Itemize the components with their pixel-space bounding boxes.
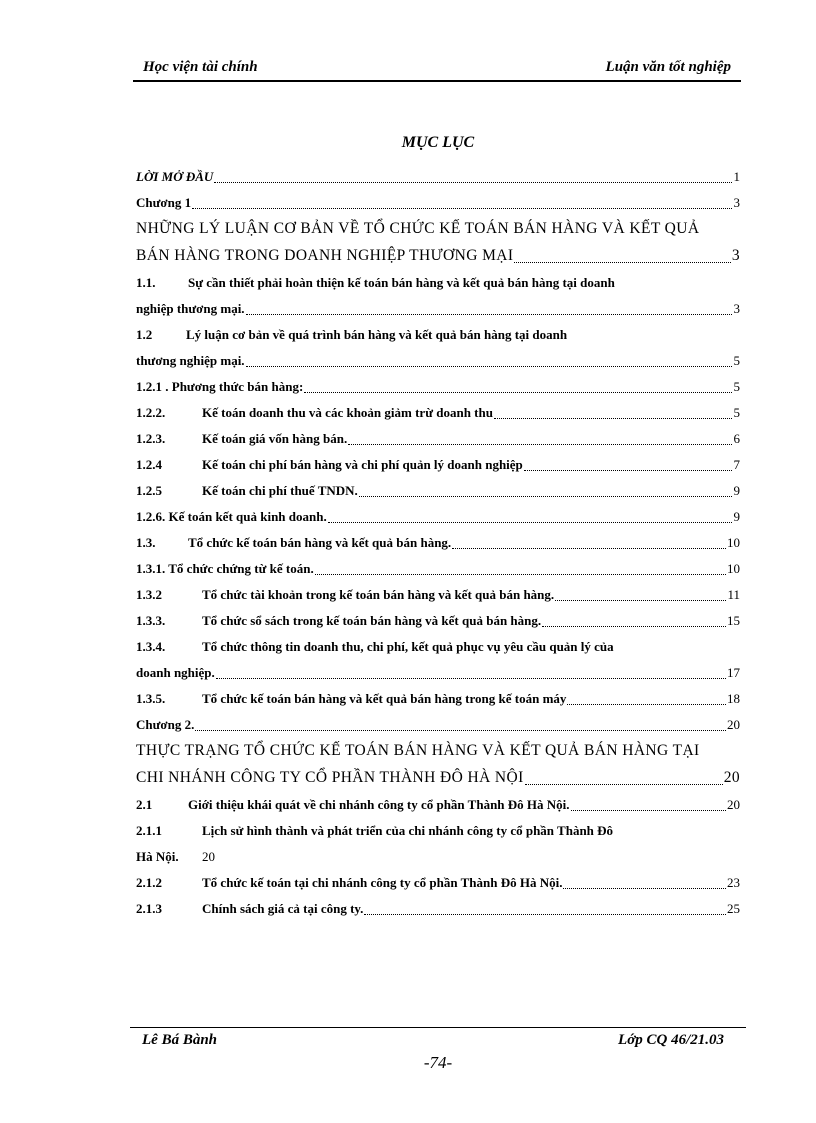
toc-dot-leader xyxy=(304,392,732,393)
toc-entry-title: nghiệp thương mại. xyxy=(136,301,245,316)
toc-entry-title: doanh nghiệp. xyxy=(136,665,215,680)
toc-entry-page: 11 xyxy=(727,587,740,602)
toc-entry xyxy=(136,737,740,764)
toc-dot-leader xyxy=(359,496,732,497)
toc-entry xyxy=(136,895,740,921)
toc-entry-number: 2.1.2 xyxy=(136,875,162,890)
toc-entry-title: CHI NHÁNH CÔNG TY CỔ PHẦN THÀNH ĐÔ HÀ NỘI xyxy=(136,769,524,786)
toc-entry-title: Hà Nội. xyxy=(136,849,179,864)
toc-entry xyxy=(136,163,740,189)
toc-dot-leader xyxy=(246,366,732,367)
toc-entry-page: 7 xyxy=(733,457,740,472)
toc-entry-number: 2.1 xyxy=(136,797,153,812)
toc-entry-title: LỜI MỞ ĐẦU xyxy=(136,169,214,184)
toc-entry-number: 2.1.1 xyxy=(136,823,162,838)
toc-entry-page: 9 xyxy=(733,509,740,524)
toc-entry-title: Tổ chức thông tin doanh thu, chi phí, kết quả phục vụ yêu cầu quản lý của xyxy=(202,639,614,654)
toc-entry xyxy=(136,295,740,321)
toc-dot-leader xyxy=(555,600,726,601)
toc-entry xyxy=(136,607,740,633)
toc-entry-title: Lịch sử hình thành và phát triển của chi nhánh công ty cổ phần Thành Đô xyxy=(202,823,614,838)
toc-entry-title: Kế toán doanh thu và các khoản giảm trừ doanh thu xyxy=(202,405,493,420)
toc-entry-page: 17 xyxy=(727,665,740,680)
toc-entry xyxy=(136,659,740,685)
toc-entry-page: 10 xyxy=(727,561,740,576)
toc-entry-title: Giới thiệu khái quát về chi nhánh công ty cổ phần Thành Đô Hà Nội. xyxy=(188,797,570,812)
toc-dot-leader xyxy=(348,444,732,445)
toc-entry xyxy=(136,269,740,295)
toc-entry-title: Tổ chức sổ sách trong kế toán bán hàng và kết quả bán hàng. xyxy=(202,613,542,628)
toc-entry xyxy=(136,215,740,242)
toc-dot-leader xyxy=(567,704,726,705)
toc-entry-number: 1.2 xyxy=(136,327,153,342)
toc-dot-leader xyxy=(571,810,726,811)
toc-entry xyxy=(136,189,740,215)
toc-dot-leader xyxy=(214,182,732,183)
running-header xyxy=(133,58,741,82)
toc-entry-title: NHỮNG LÝ LUẬN CƠ BẢN VỀ TỔ CHỨC KẾ TOÁN BÁN HÀNG VÀ KẾT QUẢ xyxy=(136,220,700,237)
toc-dot-leader xyxy=(494,418,732,419)
toc-dot-leader xyxy=(542,626,726,627)
toc-entry xyxy=(136,791,740,817)
toc-dot-leader xyxy=(514,262,731,263)
toc-entry xyxy=(136,242,740,269)
toc-entry xyxy=(136,843,740,869)
table-of-contents xyxy=(136,163,740,921)
toc-entry xyxy=(136,555,740,581)
toc-entry-page: 5 xyxy=(733,405,740,420)
toc-entry-number: 1.2.2. xyxy=(136,405,166,420)
toc-entry-number: 1.2.5 xyxy=(136,483,162,498)
toc-entry xyxy=(136,347,740,373)
toc-entry-title: Sự cần thiết phải hoàn thiện kế toán bán hàng và kết quả bán hàng tại doanh xyxy=(188,275,615,290)
toc-entry-title: Kế toán chi phí thuế TNDN. xyxy=(202,483,358,498)
toc-entry xyxy=(136,321,740,347)
toc-entry-number: 1.3.4. xyxy=(136,639,166,654)
toc-entry-title: Kế toán chi phí bán hàng và chi phí quản lý doanh nghiệp xyxy=(202,457,523,472)
toc-entry-page-inline: 20 xyxy=(202,849,215,864)
toc-entry-title: Chương 2. xyxy=(136,717,195,732)
toc-dot-leader xyxy=(246,314,732,315)
page-number: -74- xyxy=(423,1053,453,1072)
toc-entry xyxy=(136,529,740,555)
toc-dot-leader xyxy=(192,208,732,209)
toc-entry-page: 1 xyxy=(733,169,740,184)
page-title: MỤC LỤC xyxy=(401,134,475,151)
toc-entry xyxy=(136,581,740,607)
toc-entry-title: Kế toán giá vốn hàng bán. xyxy=(202,431,348,446)
toc-entry-title: 1.2.1 . Phương thức bán hàng: xyxy=(136,379,304,394)
toc-entry xyxy=(136,425,740,451)
toc-entry xyxy=(136,503,740,529)
toc-entry-title: Tổ chức kế toán bán hàng và kết quả bán hàng. xyxy=(188,535,452,550)
toc-entry-page: 23 xyxy=(727,875,740,890)
toc-entry-number: 1.3.3. xyxy=(136,613,166,628)
toc-dot-leader xyxy=(364,914,726,915)
toc-entry xyxy=(136,477,740,503)
header-left-institution: Học viện tài chính xyxy=(143,59,258,75)
toc-entry-number: 1.3.5. xyxy=(136,691,166,706)
footer-author: Lê Bá Bành xyxy=(142,1032,218,1048)
toc-entry-page: 20 xyxy=(727,797,740,812)
toc-entry-number: 2.1.3 xyxy=(136,901,162,916)
toc-entry xyxy=(136,685,740,711)
toc-dot-leader xyxy=(524,470,732,471)
toc-entry-page: 20 xyxy=(727,717,740,732)
toc-entry-page: 20 xyxy=(723,769,740,786)
toc-dot-leader xyxy=(315,574,726,575)
toc-entry-page: 3 xyxy=(733,301,740,316)
toc-dot-leader xyxy=(563,888,726,889)
toc-entry-page: 3 xyxy=(733,195,740,210)
toc-entry-title: 1.2.6. Kế toán kết quả kinh doanh. xyxy=(136,509,327,524)
footer-class: Lớp CQ 46/21.03 xyxy=(618,1032,724,1048)
toc-entry xyxy=(136,817,740,843)
toc-entry-title: Tổ chức kế toán tại chi nhánh công ty cổ phần Thành Đô Hà Nội. xyxy=(202,875,563,890)
toc-entry-title: thương nghiệp mại. xyxy=(136,353,245,368)
toc-entry xyxy=(136,399,740,425)
toc-entry-number: 1.2.4 xyxy=(136,457,162,472)
toc-entry-page: 10 xyxy=(727,535,740,550)
toc-entry-page: 6 xyxy=(733,431,740,446)
toc-entry-page: 18 xyxy=(727,691,740,706)
toc-entry-number: 1.1. xyxy=(136,275,156,290)
toc-entry-page: 5 xyxy=(733,353,740,368)
toc-entry xyxy=(136,373,740,399)
toc-entry-number: 1.2.3. xyxy=(136,431,166,446)
toc-entry-title: BÁN HÀNG TRONG DOANH NGHIỆP THƯƠNG MẠI xyxy=(136,247,514,264)
toc-entry-page: 5 xyxy=(733,379,740,394)
toc-entry-page: 9 xyxy=(733,483,740,498)
toc-entry xyxy=(136,869,740,895)
toc-entry xyxy=(136,633,740,659)
toc-entry xyxy=(136,711,740,737)
toc-entry-title: Tổ chức tài khoản trong kế toán bán hàng và kết quả bán hàng. xyxy=(202,587,555,602)
toc-entry-page: 25 xyxy=(727,901,740,916)
running-footer xyxy=(130,1027,746,1048)
toc-entry-title: Tổ chức kế toán bán hàng và kết quả bán hàng trong kế toán máy xyxy=(202,691,567,706)
toc-entry-number: 1.3.2 xyxy=(136,587,162,602)
toc-entry-title: Lý luận cơ bản về quá trình bán hàng và kết quả bán hàng tại doanh xyxy=(186,327,568,342)
toc-entry-page: 15 xyxy=(727,613,740,628)
toc-dot-leader xyxy=(452,548,726,549)
toc-dot-leader xyxy=(328,522,732,523)
toc-entry-number: 1.3. xyxy=(136,535,156,550)
toc-entry-page: 3 xyxy=(731,247,740,264)
toc-entry-title: THỰC TRẠNG TỔ CHỨC KẾ TOÁN BÁN HÀNG VÀ KẾT QUẢ BÁN HÀNG TẠI xyxy=(136,742,700,759)
toc-entry xyxy=(136,764,740,791)
toc-dot-leader xyxy=(525,784,723,785)
toc-entry-title: Chương 1 xyxy=(136,195,192,210)
toc-dot-leader xyxy=(195,730,726,731)
toc-entry-title: 1.3.1. Tổ chức chứng từ kế toán. xyxy=(136,561,314,576)
toc-entry xyxy=(136,451,740,477)
toc-dot-leader xyxy=(216,678,726,679)
toc-entry-title: Chính sách giá cả tại công ty. xyxy=(202,901,364,916)
header-right-thesis: Luận văn tốt nghiệp xyxy=(605,59,731,75)
